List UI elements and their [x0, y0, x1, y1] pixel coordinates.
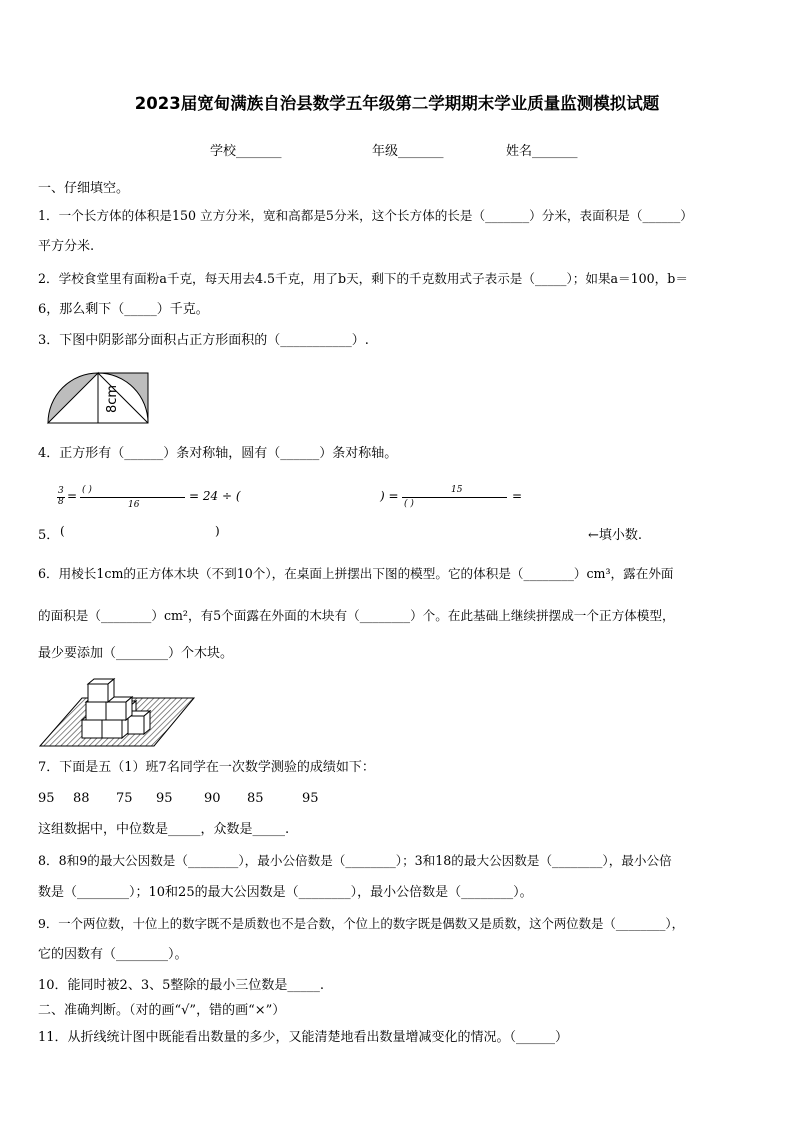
q8-line1: 8．8和9的最大公因数是（________），最小公倍数是（________）；3和18的最大公因数是（________），最小公倍 — [38, 853, 672, 868]
school-field: 学校_______ — [210, 144, 282, 159]
q5-eq1: = — [67, 489, 78, 503]
q7-text: 7．下面是五（1）班7名同学在一次数学测验的成绩如下： — [38, 760, 375, 775]
q6-figure — [38, 672, 196, 750]
q11-text: 11．从折线统计图中既能看出数量的多少，又能清楚地看出数量增减变化的情况。（______） — [38, 1030, 569, 1045]
q7-score-2: 88 — [73, 791, 90, 806]
q7-score-7: 95 — [302, 791, 319, 806]
q2-line2: 6，那么剩下（_____）千克。 — [38, 302, 209, 317]
q5-frac2-num: ( ) — [82, 485, 92, 495]
section-2-heading: 二、准确判断。（对的画“√”，错的画“×”） — [38, 1003, 286, 1018]
q10-text: 10．能同时被2、3、5整除的最小三位数是_____. — [38, 978, 324, 993]
q5-frac1-num: 3 — [58, 486, 64, 496]
q6-line1: 6．用棱长1cm的正方体木块（不到10个），在桌面上拼摆出下图的模型。它的体积是（________）cm³，露在外面 — [38, 566, 674, 581]
q5-eq2: = 24 ÷ ( — [189, 489, 241, 503]
q9-line1: 9．一个两位数，十位上的数字既不是质数也不是合数，个位上的数字既是偶数又是质数，这个两位数是（________）， — [38, 916, 684, 931]
q7-line3: 这组数据中，中位数是_____，众数是_____. — [38, 822, 290, 837]
q5-frac1-den: 8 — [58, 497, 64, 507]
q8-line2: 数是（________）；10和25的最大公因数是（________），最小公倍数是（________）。 — [38, 885, 533, 900]
q3-figure-label: 8cm — [105, 384, 120, 413]
q5-close: ) = — [380, 489, 399, 503]
q1-line2: 平方分米. — [38, 239, 95, 254]
q6-line3: 最少要添加（________）个木块。 — [38, 646, 234, 661]
q9-line2: 它的因数有（________）。 — [38, 947, 188, 962]
q5-number: 5． — [38, 528, 60, 543]
q3-text: 3．下图中阴影部分面积占正方形面积的（___________）. — [38, 333, 369, 348]
q7-score-5: 90 — [204, 791, 221, 806]
q5-frac2-den: 16 — [128, 500, 140, 510]
page-title: 2023届宽甸满族自治县数学五年级第二学期期末学业质量监测模拟试题 — [134, 94, 660, 113]
q5-frac3-den: ( ) — [404, 499, 414, 509]
q4-text: 4．正方形有（______）条对称轴，圆有（______）条对称轴。 — [38, 446, 398, 461]
name-field: 姓名_______ — [506, 144, 578, 159]
q5-frac3-bar — [402, 497, 507, 498]
q5-frac3-num: 15 — [451, 485, 463, 495]
grade-field: 年级_______ — [372, 144, 444, 159]
section-1-heading: 一、仔细填空。 — [38, 181, 130, 196]
q7-score-1: 95 — [38, 791, 55, 806]
q2-line1: 2．学校食堂里有面粉a千克，每天用去4.5千克，用了b天，剩下的千克数用式子表示是（_____）；如果a＝100，b＝ — [38, 271, 688, 286]
q3-figure — [40, 365, 155, 427]
q7-score-6: 85 — [247, 791, 264, 806]
q7-score-3: 75 — [116, 791, 133, 806]
q5-paren-close: ) — [215, 524, 220, 538]
q6-line2: 的面积是（________）cm²，有5个面露在外面的木块有（________）个。在此基础上继续拼摆成一个正方体模型， — [38, 608, 675, 623]
q1-line1: 1．一个长方体的体积是150 立方分米，宽和高都是5分米，这个长方体的长是（_______）分米，表面积是（______） — [38, 208, 693, 223]
q5-hint: ←填小数. — [588, 528, 643, 543]
q5-frac2-bar — [80, 497, 185, 498]
q5-paren-open: ( — [60, 524, 65, 538]
q7-score-4: 95 — [156, 791, 173, 806]
q5-eq3: = — [512, 489, 523, 503]
